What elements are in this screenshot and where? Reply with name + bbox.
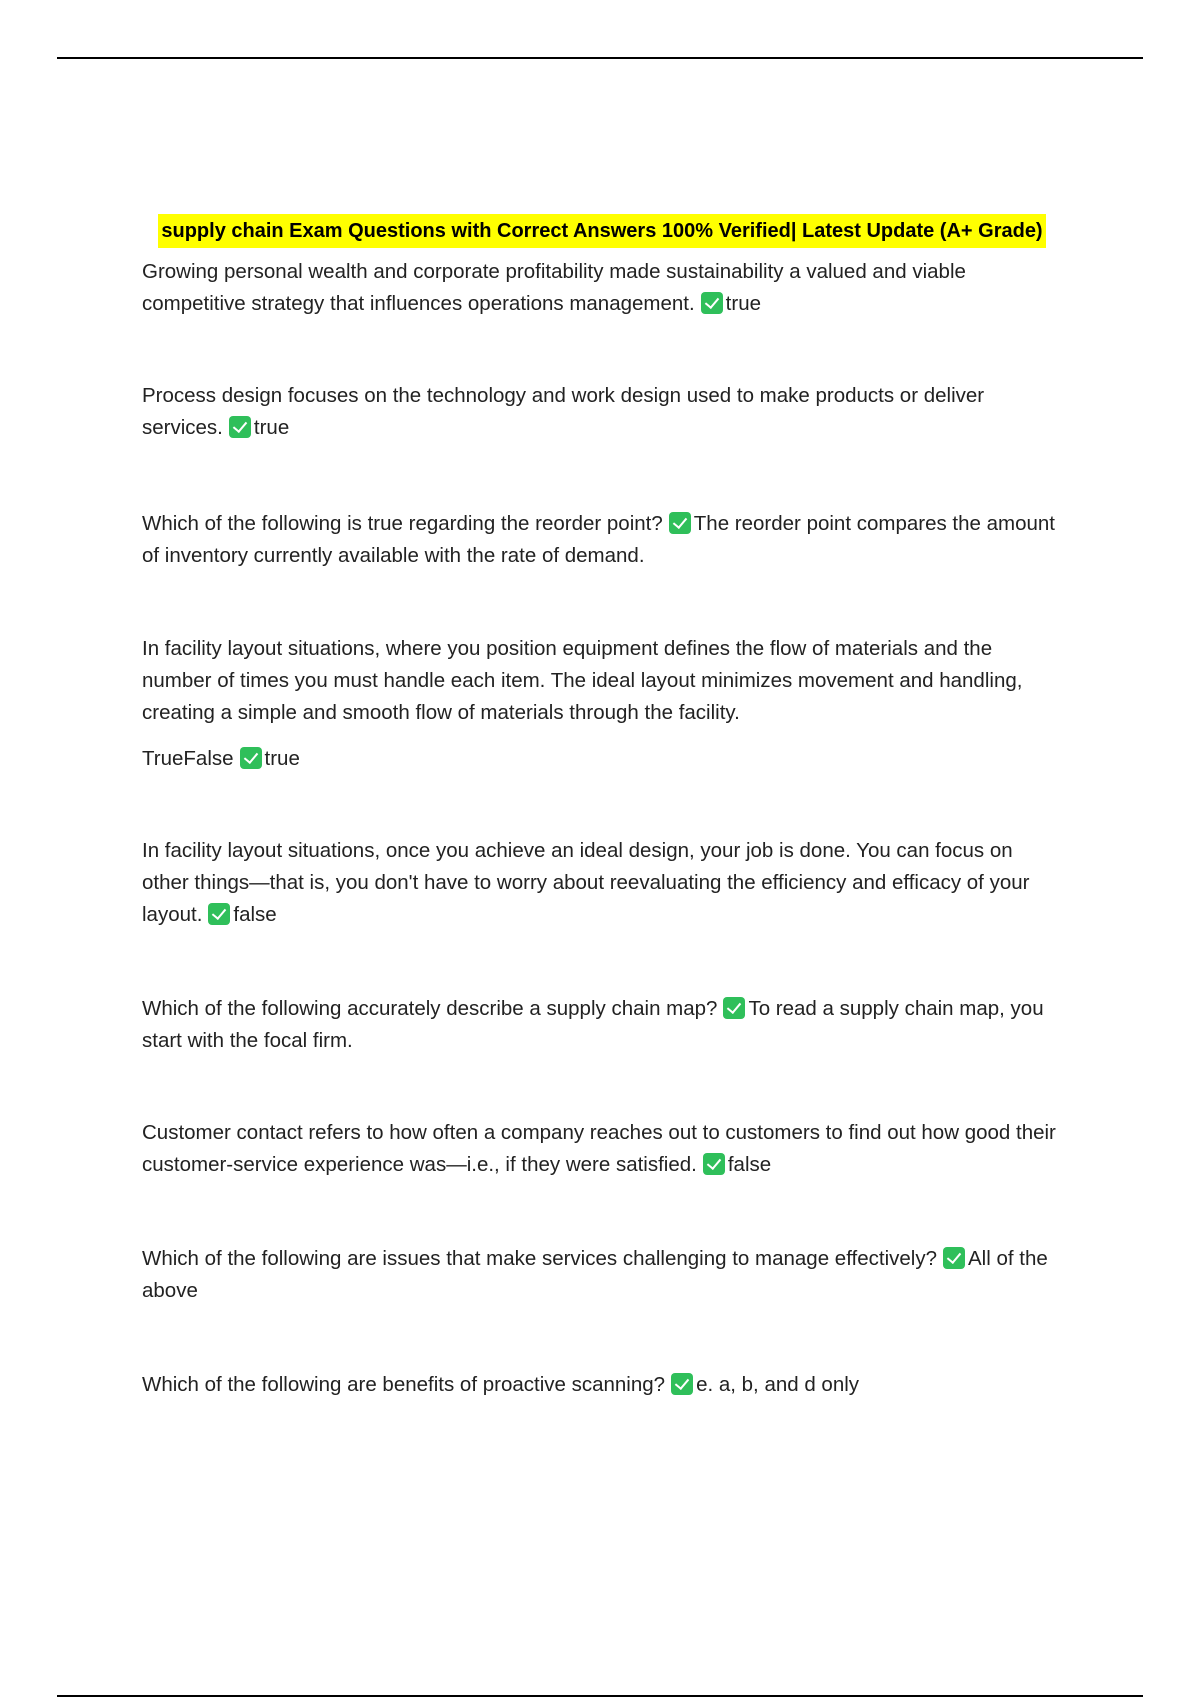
document-title: supply chain Exam Questions with Correct Answers 100% Verified| Latest Update (A+ Grade) — [158, 214, 1045, 248]
question-text: In facility layout situations, once you achieve an ideal design, your job is done. You can focus on other things—that is, you don't have to worry about reevaluating the efficiency and efficacy of your layout. — [142, 839, 1030, 926]
question-text: Which of the following is true regarding the reorder point? — [142, 512, 663, 535]
qa-item-7 — [142, 1117, 1062, 1181]
qa-item-4-answer — [142, 743, 1062, 775]
question-text: Customer contact refers to how often a company reaches out to customers to find out how good their customer-service experience was—i.e., if they were satisfied. — [142, 1121, 1056, 1176]
qa-item-2 — [142, 380, 1062, 444]
check-mark-icon — [229, 416, 251, 438]
qa-item-6 — [142, 993, 1062, 1057]
question-text: Which of the following accurately describe a supply chain map? — [142, 997, 718, 1020]
document-body — [142, 214, 1062, 1401]
answer-text: e. a, b, and d only — [696, 1373, 860, 1396]
check-mark-icon — [723, 997, 745, 1019]
answer-text: All of the above — [142, 1247, 1048, 1302]
answer-text: false — [233, 903, 277, 926]
check-mark-icon — [208, 903, 230, 925]
title-block — [138, 214, 1066, 248]
options-text: TrueFalse — [142, 747, 234, 770]
check-mark-icon — [701, 292, 723, 314]
qa-item-3 — [142, 508, 1062, 572]
question-text: Process design focuses on the technology and work design used to make products or deliver services. — [142, 384, 985, 439]
answer-text: The reorder point compares the amount of inventory currently available with the rate of demand. — [142, 512, 1055, 567]
check-mark-icon — [669, 512, 691, 534]
answer-text: true — [264, 747, 300, 770]
check-mark-icon — [240, 747, 262, 769]
qa-item-8 — [142, 1243, 1062, 1307]
answer-text: false — [727, 1153, 772, 1176]
qa-item-1 — [142, 256, 1062, 320]
question-text: In facility layout situations, where you position equipment defines the flow of materials and the number of times you must handle each item. The ideal layout minimizes movement and handling, creating a simple and smooth flow of materials through the facility. — [142, 637, 1023, 724]
answer-text: true — [725, 292, 761, 315]
header-rule — [57, 57, 1143, 59]
question-text: Which of the following are issues that make services challenging to manage effectively? — [142, 1247, 937, 1270]
qa-item-9 — [142, 1369, 1062, 1401]
check-mark-icon — [943, 1247, 965, 1269]
qa-item-5 — [142, 835, 1062, 931]
check-mark-icon — [703, 1153, 725, 1175]
footer-rule — [57, 1695, 1143, 1697]
check-mark-icon — [671, 1373, 693, 1395]
qa-item-4 — [142, 633, 1062, 729]
question-text: Growing personal wealth and corporate profitability made sustainability a valued and viable competitive strategy that influences operations management. — [142, 260, 966, 315]
answer-text: To read a supply chain map, you start with the focal firm. — [142, 997, 1044, 1052]
question-text: Which of the following are benefits of proactive scanning? — [142, 1373, 666, 1396]
answer-text: true — [253, 416, 290, 439]
